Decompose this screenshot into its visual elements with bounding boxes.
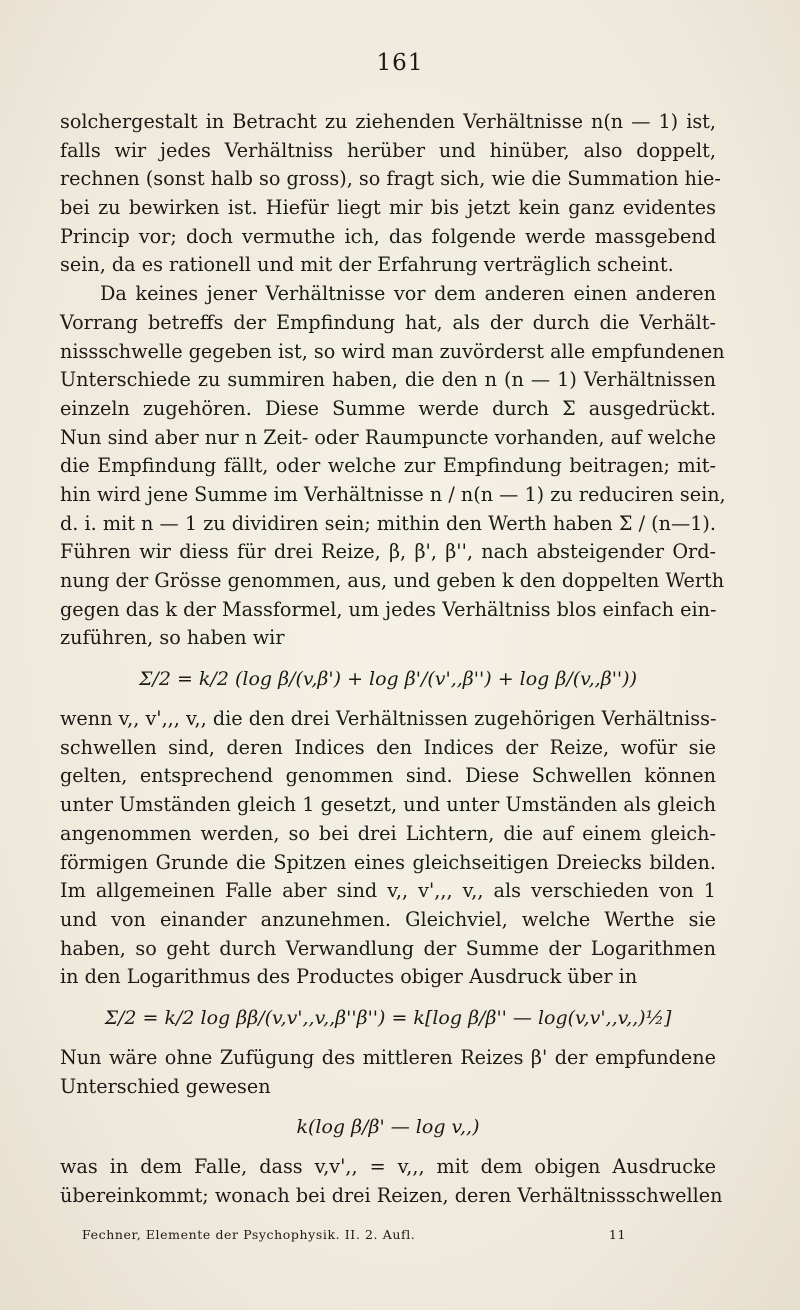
text-line: rechnen (sonst halb so gross), so fragt sich, wie die Summation hie- [60, 167, 721, 191]
text-line: falls wir jedes Verhältniss herüber und hinüber, also doppelt, [60, 138, 716, 162]
text-line: d. i. mit n — 1 zu dividiren sein; mithin den Werth haben Σ / (n—1). [60, 511, 716, 535]
paragraph [60, 1044, 716, 1101]
text-line: sein, da es rationell und mit der Erfahrung verträglich scheint. [60, 253, 674, 277]
text-line: nissschwelle gegeben ist, so wird man zuvörderst alle empfundenen [60, 339, 725, 363]
text-line: Unterschiede zu summiren haben, die den n (n — 1) Verhältnissen [60, 368, 716, 392]
formula: Σ/2 = k/2 log ββ/(v,v',,v,,β''β'') = k[log β/β'' — log(v,v',,v,,)½] [104, 1006, 672, 1029]
signature-mark: 11 [608, 1227, 626, 1242]
paragraph [60, 705, 716, 992]
text-line: nung der Grösse genommen, aus, und geben k den doppelten Werth [60, 569, 725, 592]
text-line: gegen das k der Massformel, um jedes Verhältniss blos einfach ein- [60, 597, 717, 621]
text-line: solchergestalt in Betracht zu ziehenden Verhältnisse n(n — 1) ist, [60, 110, 716, 133]
text-line: Nun sind aber nur n Zeit- oder Raumpuncte vorhanden, auf welche [60, 425, 716, 449]
text-line: Führen wir diess für drei Reize, β, β', β'', nach absteigender Ord- [60, 540, 716, 564]
text-line: wenn v,, v',,, v,, die den drei Verhältnissen zugehörigen Verhältniss- [60, 707, 717, 731]
text-line: unter Umständen gleich 1 gesetzt, und unter Umständen als gleich [60, 793, 716, 817]
text-line: Im allgemeinen Falle aber sind v,, v',,, v,, als verschieden von 1 [60, 879, 716, 903]
text-line: Vorrang betreffs der Empfindung hat, als der durch die Verhält- [60, 310, 716, 334]
text-line: und von einander anzunehmen. Gleichviel, welche Werthe sie [60, 907, 716, 931]
text-line: einzeln zugehören. Diese Summe werde durch Σ ausgedrückt. [60, 396, 716, 420]
formula: k(log β/β' — log v,,) [296, 1116, 480, 1139]
text-line: hin wird jene Summe im Verhältnisse n / n(n — 1) zu reduciren sein, [60, 482, 726, 506]
footer [82, 1227, 722, 1242]
paragraph [60, 280, 726, 653]
text-line: gelten, entsprechend genommen sind. Diese Schwellen können [60, 764, 716, 788]
text-line: schwellen sind, deren Indices den Indices der Reize, wofür sie [60, 735, 716, 759]
page-number: 161 [376, 50, 424, 76]
text-line: bei zu bewirken ist. Hiefür liegt mir bis jetzt kein ganz evidentes [60, 196, 716, 220]
text-line: übereinkommt; wonach bei drei Reizen, deren Verhältnissschwellen [60, 1184, 723, 1207]
paragraph [60, 1153, 723, 1210]
text-line: Princip vor; doch vermuthe ich, das folgende werde massgebend [60, 224, 716, 248]
formula: Σ/2 = k/2 (log β/(v,β') + log β'/(v',,β'') + log β/(v,,β'')) [139, 668, 637, 691]
text-line: zuführen, so haben wir [60, 626, 285, 650]
footer-citation: Fechner, Elemente der Psychophysik. II. 2. Aufl. [82, 1227, 416, 1242]
paragraph [60, 108, 721, 280]
text-line: haben, so geht durch Verwandlung der Summe der Logarithmen [60, 936, 716, 960]
text-line: Unterschied gewesen [60, 1074, 271, 1098]
text-line: förmigen Grunde die Spitzen eines gleichseitigen Dreiecks bilden. [60, 850, 716, 874]
text-line: die Empfindung fällt, oder welche zur Empfindung beitragen; mit- [60, 454, 716, 478]
text-line: in den Logarithmus des Productes obiger Ausdruck über in [60, 965, 638, 989]
body-text [60, 108, 726, 1211]
text-line: Da keines jener Verhältnisse vor dem anderen einen anderen [100, 282, 716, 306]
text-line: angenommen werden, so bei drei Lichtern, die auf einem gleich- [60, 821, 716, 845]
text-line: Nun wäre ohne Zufügung des mittleren Reizes β' der empfundene [60, 1045, 716, 1069]
text-line: was in dem Falle, dass v,v',, = v,,, mit dem obigen Ausdrucke [60, 1155, 716, 1179]
